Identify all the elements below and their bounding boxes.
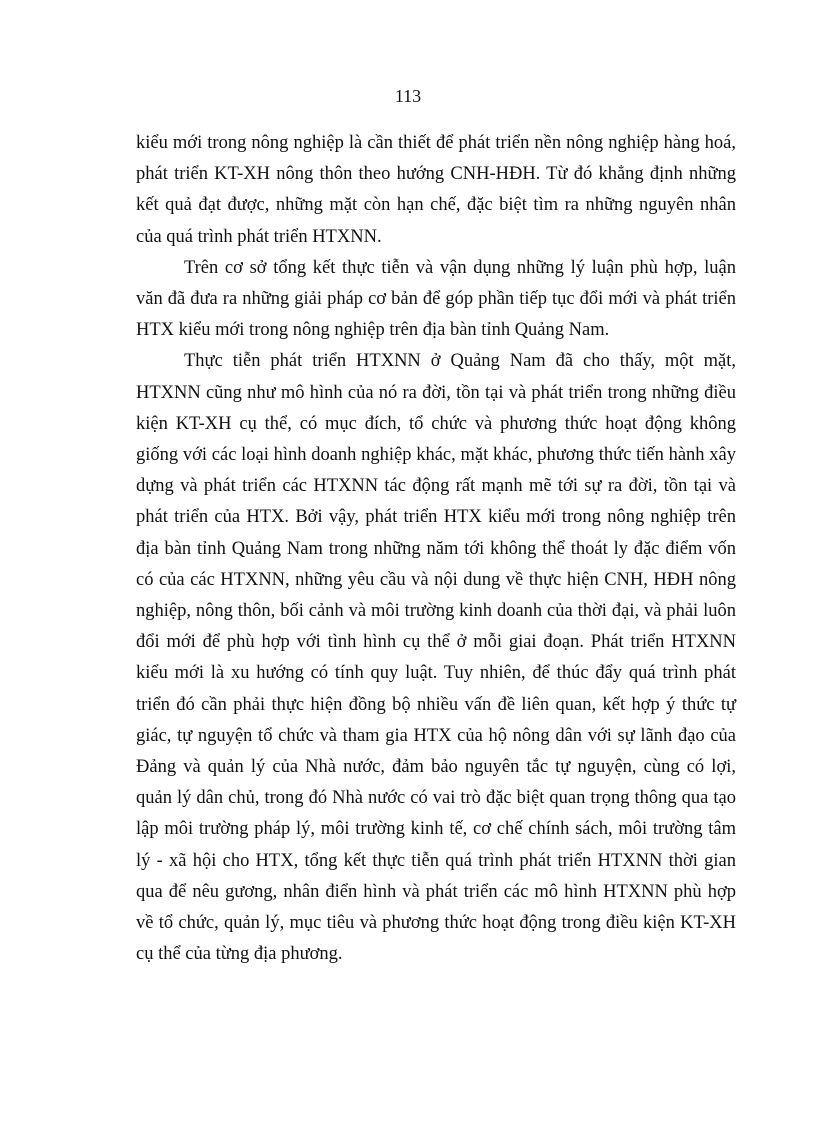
paragraph-practice: Thực tiễn phát triển HTXNN ở Quảng Nam đã cho thấy, một mặt, HTXNN cũng như mô hình của nó ra đời, tồn tại và phát triển trong những điều kiện KT-XH cụ thể, có mục đích, tổ chức và phương thức hoạt động không giống với các loại hình doanh nghiệp khác, mặt khác, phương thức tiến hành xây dựng và phát triển các HTXNN tác động rất mạnh mẽ tới sự ra đời, tồn tại và phát triển của HTX. Bởi vậy, phát triển HTX kiểu mới trong nông nghiệp trên địa bàn tỉnh Quảng Nam trong những năm tới không thể thoát ly đặc điểm vốn có của các HTXNN, những yêu cầu và nội dung về thực hiện CNH, HĐH nông nghiệp, nông thôn, bối cảnh và môi trường kinh doanh của thời đại, và phải luôn đổi mới để phù hợp với tình hình cụ thể ở mỗi giai đoạn. Phát triển HTXNN kiểu mới là xu hướng có tính quy luật. Tuy nhiên, để thúc đẩy quá trình phát triển đó cần phải thực hiện đồng bộ nhiều vấn đề liên quan, kết hợp ý thức tự giác, tự nguyện tổ chức và tham gia HTX của hộ nông dân với sự lãnh đạo của Đảng và quản lý của Nhà nước, đảm bảo nguyên tắc tự nguyện, cùng có lợi, quản lý dân chủ, trong đó Nhà nước có vai trò đặc biệt quan trọng thông qua tạo lập môi trường pháp lý, môi trường kinh tế, cơ chế chính sách, môi trường tâm lý - xã hội cho HTX, tổng kết thực tiễn quá trình phát triển HTXNN thời gian qua để nêu gương, nhân điển hình và phát triển các mô hình HTXNN phù hợp về tổ chức, quản lý, mục tiêu và phương thức hoạt động trong điều kiện KT-XH cụ thể của từng địa phương. bbox=[136, 351, 736, 965]
paragraph-continuation: kiểu mới trong nông nghiệp là cần thiết để phát triển nền nông nghiệp hàng hoá, phát triển KT-XH nông thôn theo hướng CNH-HĐH. Từ đó khẳng định những kết quả đạt được, những mặt còn hạn chế, đặc biệt tìm ra những nguyên nhân của quá trình phát triển HTXNN. bbox=[136, 133, 736, 247]
body-text bbox=[136, 128, 736, 970]
paragraph-solutions: Trên cơ sở tổng kết thực tiễn và vận dụng những lý luận phù hợp, luận văn đã đưa ra những giải pháp cơ bản để góp phần tiếp tục đổi mới và phát triển HTX kiểu mới trong nông nghiệp trên địa bàn tỉnh Quảng Nam. bbox=[136, 257, 736, 341]
page-number: 113 bbox=[394, 86, 422, 106]
